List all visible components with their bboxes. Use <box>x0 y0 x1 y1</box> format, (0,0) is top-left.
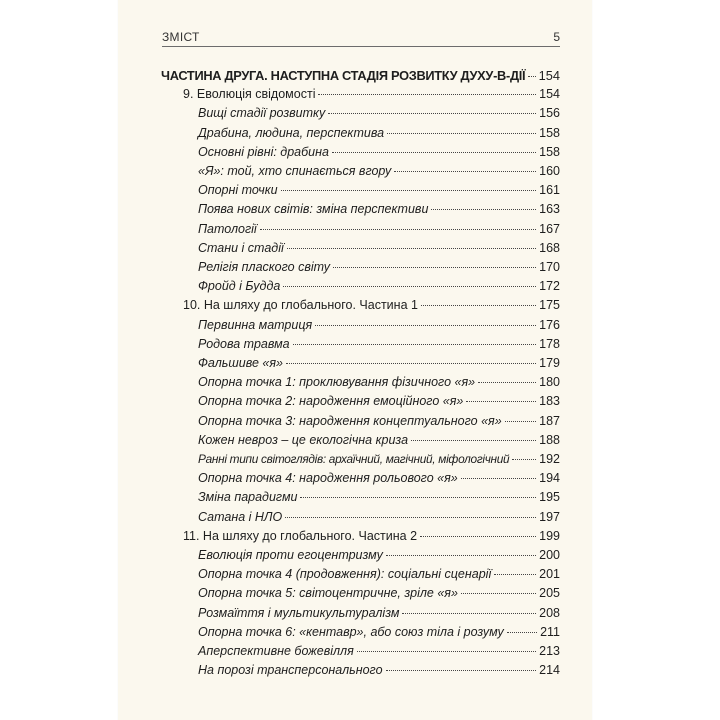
toc-entry-page-number: 176 <box>539 317 560 332</box>
toc-entry-title: На порозі трансперсонального <box>198 663 383 678</box>
toc-entry-title: Родова травма <box>198 336 290 351</box>
toc-section-entry <box>198 642 560 661</box>
toc-entry-page-number: 160 <box>539 164 560 178</box>
dot-leader <box>466 401 536 402</box>
toc-entry-page-number: 205 <box>539 586 560 601</box>
toc-entry-title: Сатана і НЛО <box>198 509 283 524</box>
toc-entry-page-number: 154 <box>539 87 560 102</box>
dot-leader <box>332 152 536 153</box>
toc-entry-page-number: 200 <box>539 548 560 562</box>
toc-entry-page-number: 167 <box>539 221 560 236</box>
toc-entry-title: Опорна точка 4 (продовження): соціальні сценарії <box>198 567 492 582</box>
dot-leader <box>528 76 535 77</box>
toc-entry-title: 11. На шляху до глобального. Частина 2 <box>183 528 418 543</box>
toc-entry-page-number: 156 <box>539 106 560 121</box>
toc-entry-title: Еволюція проти егоцентризму <box>198 548 383 562</box>
toc-entry-page-number: 183 <box>539 394 560 409</box>
toc-entry-page-number: 158 <box>539 144 560 159</box>
toc-section-entry <box>198 124 560 143</box>
toc-chapter-entry <box>183 85 560 104</box>
dot-leader <box>283 286 536 287</box>
toc-entry-title: Розмаїття і мультикультуралізм <box>198 605 400 620</box>
toc-section-entry <box>198 412 560 431</box>
toc-entry-title: Основні рівні: драбина <box>198 144 329 159</box>
toc-section-entry <box>198 508 560 527</box>
toc-entry-page-number: 211 <box>540 624 560 639</box>
toc-section-entry <box>198 488 560 507</box>
toc-entry-title: Стани і стадії <box>198 240 284 255</box>
dot-leader <box>386 555 536 556</box>
dot-leader <box>287 248 536 249</box>
toc-section-entry <box>198 469 560 488</box>
toc-entry-title: Поява нових світів: зміна перспективи <box>198 202 429 217</box>
dot-leader <box>394 171 536 172</box>
toc-section-entry <box>198 431 560 450</box>
dot-leader <box>387 133 536 134</box>
dot-leader <box>286 363 536 364</box>
toc-entry-title: Ранні типи світоглядів: архаїчний, магічний, міфологічний <box>198 452 510 466</box>
toc-section-entry <box>198 335 560 354</box>
toc-section-entry <box>198 623 560 642</box>
toc-section-entry <box>198 104 560 123</box>
dot-leader <box>328 113 536 114</box>
dot-leader <box>300 497 536 498</box>
dot-leader <box>512 459 536 460</box>
toc-entry-title: Зміна парадигми <box>198 490 298 505</box>
dot-leader <box>315 325 536 326</box>
toc-entry-page-number: 194 <box>539 471 560 486</box>
toc-entry-title: Опорна точка 4: народження рольового «я» <box>198 471 458 486</box>
toc-entry-page-number: 199 <box>539 528 560 543</box>
toc-section-entry <box>198 604 560 623</box>
toc-section-entry <box>198 661 560 680</box>
toc-entry-page-number: 163 <box>539 202 560 217</box>
toc-entry-title: Опорна точка 1: проклювування фізичного «я» <box>198 375 476 390</box>
toc-section-entry <box>198 354 560 373</box>
dot-leader <box>507 632 537 633</box>
toc-entry-title: Фройд і Будда <box>198 279 281 294</box>
toc-section-entry <box>198 220 560 239</box>
toc-entry-title: Драбина, людина, перспектива <box>198 125 385 140</box>
dot-leader <box>505 421 536 422</box>
toc-section-entry <box>198 181 560 200</box>
toc-entry-title: Опорна точка 2: народження емоційного «я» <box>198 394 464 409</box>
toc-entry-page-number: 172 <box>539 279 560 294</box>
toc-entry-page-number: 168 <box>539 240 560 255</box>
toc-entry-page-number: 179 <box>539 356 560 370</box>
running-header-page-number: 5 <box>553 30 560 44</box>
toc-entry-page-number: 197 <box>539 509 560 524</box>
toc-entry-title: Опорна точка 5: світоцентричне, зріле «я» <box>198 586 458 601</box>
book-page <box>118 0 592 720</box>
dot-leader <box>318 94 536 95</box>
toc-entry-title: Опорні точки <box>198 183 278 198</box>
toc-entry-title: Релігія плаского світу <box>198 260 331 274</box>
toc-entry-title: Кожен невроз – це екологічна криза <box>198 432 409 447</box>
toc-entry-title: Фальшиве «я» <box>198 356 283 370</box>
toc-entry-page-number: 178 <box>539 336 560 351</box>
toc-entry-page-number: 195 <box>539 490 560 505</box>
toc-section-entry <box>198 584 560 603</box>
toc-entry-page-number: 213 <box>539 644 560 658</box>
toc-section-entry <box>198 450 560 469</box>
dot-leader <box>281 190 537 191</box>
toc-entry-title: Аперспективне божевілля <box>198 644 354 658</box>
dot-leader <box>411 440 536 441</box>
dot-leader <box>494 574 536 575</box>
dot-leader <box>431 209 536 210</box>
toc-entry-page-number: 180 <box>539 375 560 390</box>
toc-entry-page-number: 187 <box>539 413 560 428</box>
dot-leader <box>420 536 536 537</box>
toc-entry-page-number: 161 <box>539 183 560 198</box>
toc-entry-title: 9. Еволюція свідомості <box>183 87 316 102</box>
toc-entry-page-number: 192 <box>539 452 560 466</box>
toc-entry-page-number: 201 <box>539 567 560 582</box>
toc-entry-title: Патології <box>198 221 257 236</box>
dot-leader <box>478 382 536 383</box>
dot-leader <box>293 344 537 345</box>
toc-section-entry <box>198 392 560 411</box>
toc-entry-page-number: 214 <box>539 663 560 678</box>
dot-leader <box>357 651 536 652</box>
dot-leader <box>260 229 536 230</box>
toc-section-entry <box>198 373 560 392</box>
toc-entry-title: Опорна точка 6: «кентавр», або союз тіла і розуму <box>198 624 504 639</box>
toc-entry-page-number: 208 <box>539 605 560 620</box>
toc-part-entry <box>161 66 560 85</box>
toc-entry-page-number: 170 <box>539 260 560 274</box>
toc-section-entry <box>198 277 560 296</box>
toc-section-entry <box>198 162 560 181</box>
toc-entry-title: Первинна матриця <box>198 317 313 332</box>
toc-section-entry <box>198 258 560 277</box>
toc-section-entry <box>198 143 560 162</box>
toc-section-entry <box>198 316 560 335</box>
running-header <box>162 28 560 47</box>
toc-entry-title: 10. На шляху до глобального. Частина 1 <box>183 298 418 313</box>
toc-entry-title: «Я»: той, хто спинається вгору <box>198 164 392 178</box>
dot-leader <box>421 305 536 306</box>
toc-entry-title: ЧАСТИНА ДРУГА. НАСТУПНА СТАДІЯ РОЗВИТКУ ДУХУ-В-ДІЇ <box>161 68 526 83</box>
toc-chapter-entry <box>183 527 560 546</box>
toc-entry-page-number: 175 <box>539 298 560 313</box>
toc-entry-page-number: 158 <box>539 125 560 140</box>
toc-entry-page-number: 154 <box>538 68 560 83</box>
dot-leader <box>386 670 537 671</box>
dot-leader <box>333 267 536 268</box>
toc-entry-title: Вищі стадії розвитку <box>198 106 326 121</box>
toc-entry-page-number: 188 <box>539 432 560 447</box>
toc-chapter-entry <box>183 296 560 315</box>
dot-leader <box>285 517 536 518</box>
dot-leader <box>402 613 536 614</box>
toc-section-entry <box>198 239 560 258</box>
dot-leader <box>461 593 536 594</box>
toc-section-entry <box>198 565 560 584</box>
toc-entry-title: Опорна точка 3: народження концептуального «я» <box>198 413 502 428</box>
running-header-title: ЗМІСТ <box>162 30 200 44</box>
toc-section-entry <box>198 200 560 219</box>
toc-section-entry <box>198 546 560 565</box>
dot-leader <box>461 478 536 479</box>
